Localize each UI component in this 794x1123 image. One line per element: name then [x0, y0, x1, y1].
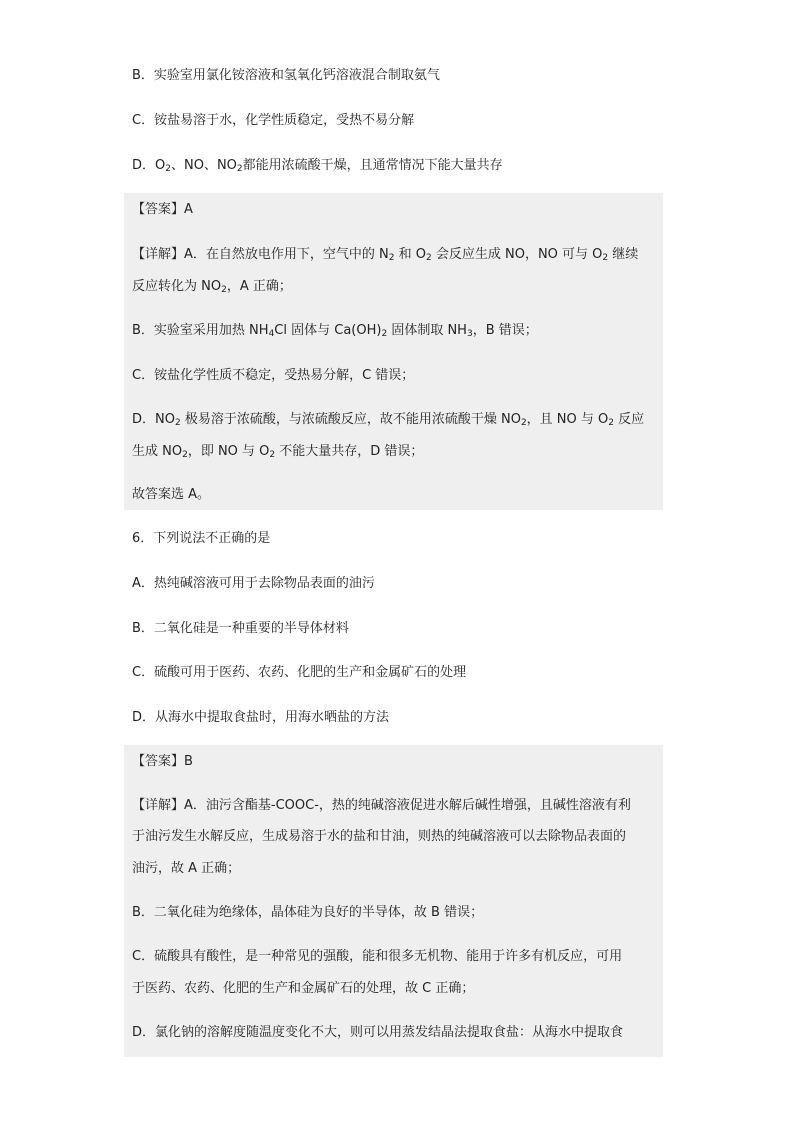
q6-option-a: A．热纯碱溶液可用于去除物品表面的油污: [132, 576, 375, 591]
q5-option-d: D．$O_2$、NO、$NO_2$都能用浓硫酸干燥，且通常情况下能大量共存: [132, 158, 503, 174]
q6-option-b: B．二氧化硅是一种重要的半导体材料: [132, 621, 349, 636]
q6-detail-a-line3: 油污，故 A 正确；: [132, 861, 241, 876]
q6-detail-a-line1: 【详解】A．油污含酯基-COOC-，热的纯碱溶液促进水解后碱性增强，且碱性溶液有利: [132, 798, 631, 813]
q5-option-b: B．实验室用氯化铵溶液和氢氧化钙溶液混合制取氨气: [132, 68, 440, 83]
q5-detail-d-line1: D．$NO_2$ 极易溶于浓硫酸，与浓硫酸反应，故不能用浓硫酸干燥 $NO_2$，且 NO 与 $O_2$ 反应: [132, 412, 645, 428]
q6-detail-a-line2: 于油污发生水解反应，生成易溶于水的盐和甘油，则热的纯碱溶液可以去除物品表面的: [132, 829, 627, 844]
q5-conclusion: 故答案选 A。: [132, 487, 211, 502]
q6-answer-block: [124, 745, 663, 1057]
q5-detail-a-line2: 反应转化为 $NO_2$，A 正确；: [132, 279, 292, 295]
q5-answer-label: 【答案】A: [132, 202, 193, 217]
q6-stem: 6．下列说法不正确的是: [132, 531, 271, 546]
q6-detail-d-line1: D．氯化钠的溶解度随温度变化不大，则可以用蒸发结晶法提取食盐：从海水中提取食: [132, 1025, 624, 1040]
q5-detail-c: C．铵盐化学性质不稳定，受热易分解，C 错误；: [132, 368, 415, 383]
q6-option-d: D．从海水中提取食盐时，用海水晒盐的方法: [132, 710, 390, 725]
q5-detail-a-line1: 【详解】A．在自然放电作用下，空气中的 $N_2$ 和 $O_2$ 会反应生成 NO，NO 可与 $O_2$ 继续: [132, 247, 639, 263]
q5-detail-b: B．实验室采用加热 $NH_4Cl$ 固体与 $Ca(OH)_2$ 固体制取 $NH_3$，B 错误；: [132, 323, 538, 339]
q6-detail-b: B．二氧化硅为绝缘体，晶体硅为良好的半导体，故 B 错误；: [132, 905, 484, 920]
q6-detail-c-line1: C．硫酸具有酸性，是一种常见的强酸，能和很多无机物、能用于许多有机反应，可用: [132, 949, 623, 964]
q6-option-c: C．硫酸可用于医药、农药、化肥的生产和金属矿石的处理: [132, 665, 467, 680]
q6-detail-c-line2: 于医药、农药、化肥的生产和金属矿石的处理，故 C 正确；: [132, 981, 475, 996]
q5-option-c: C．铵盐易溶于水，化学性质稳定，受热不易分解: [132, 113, 415, 128]
q5-detail-d-line2: 生成 $NO_2$，即 NO 与 $O_2$ 不能大量共存，D 错误；: [132, 444, 424, 460]
q5-answer-block: [124, 193, 663, 510]
q6-answer-label: 【答案】B: [132, 754, 193, 769]
